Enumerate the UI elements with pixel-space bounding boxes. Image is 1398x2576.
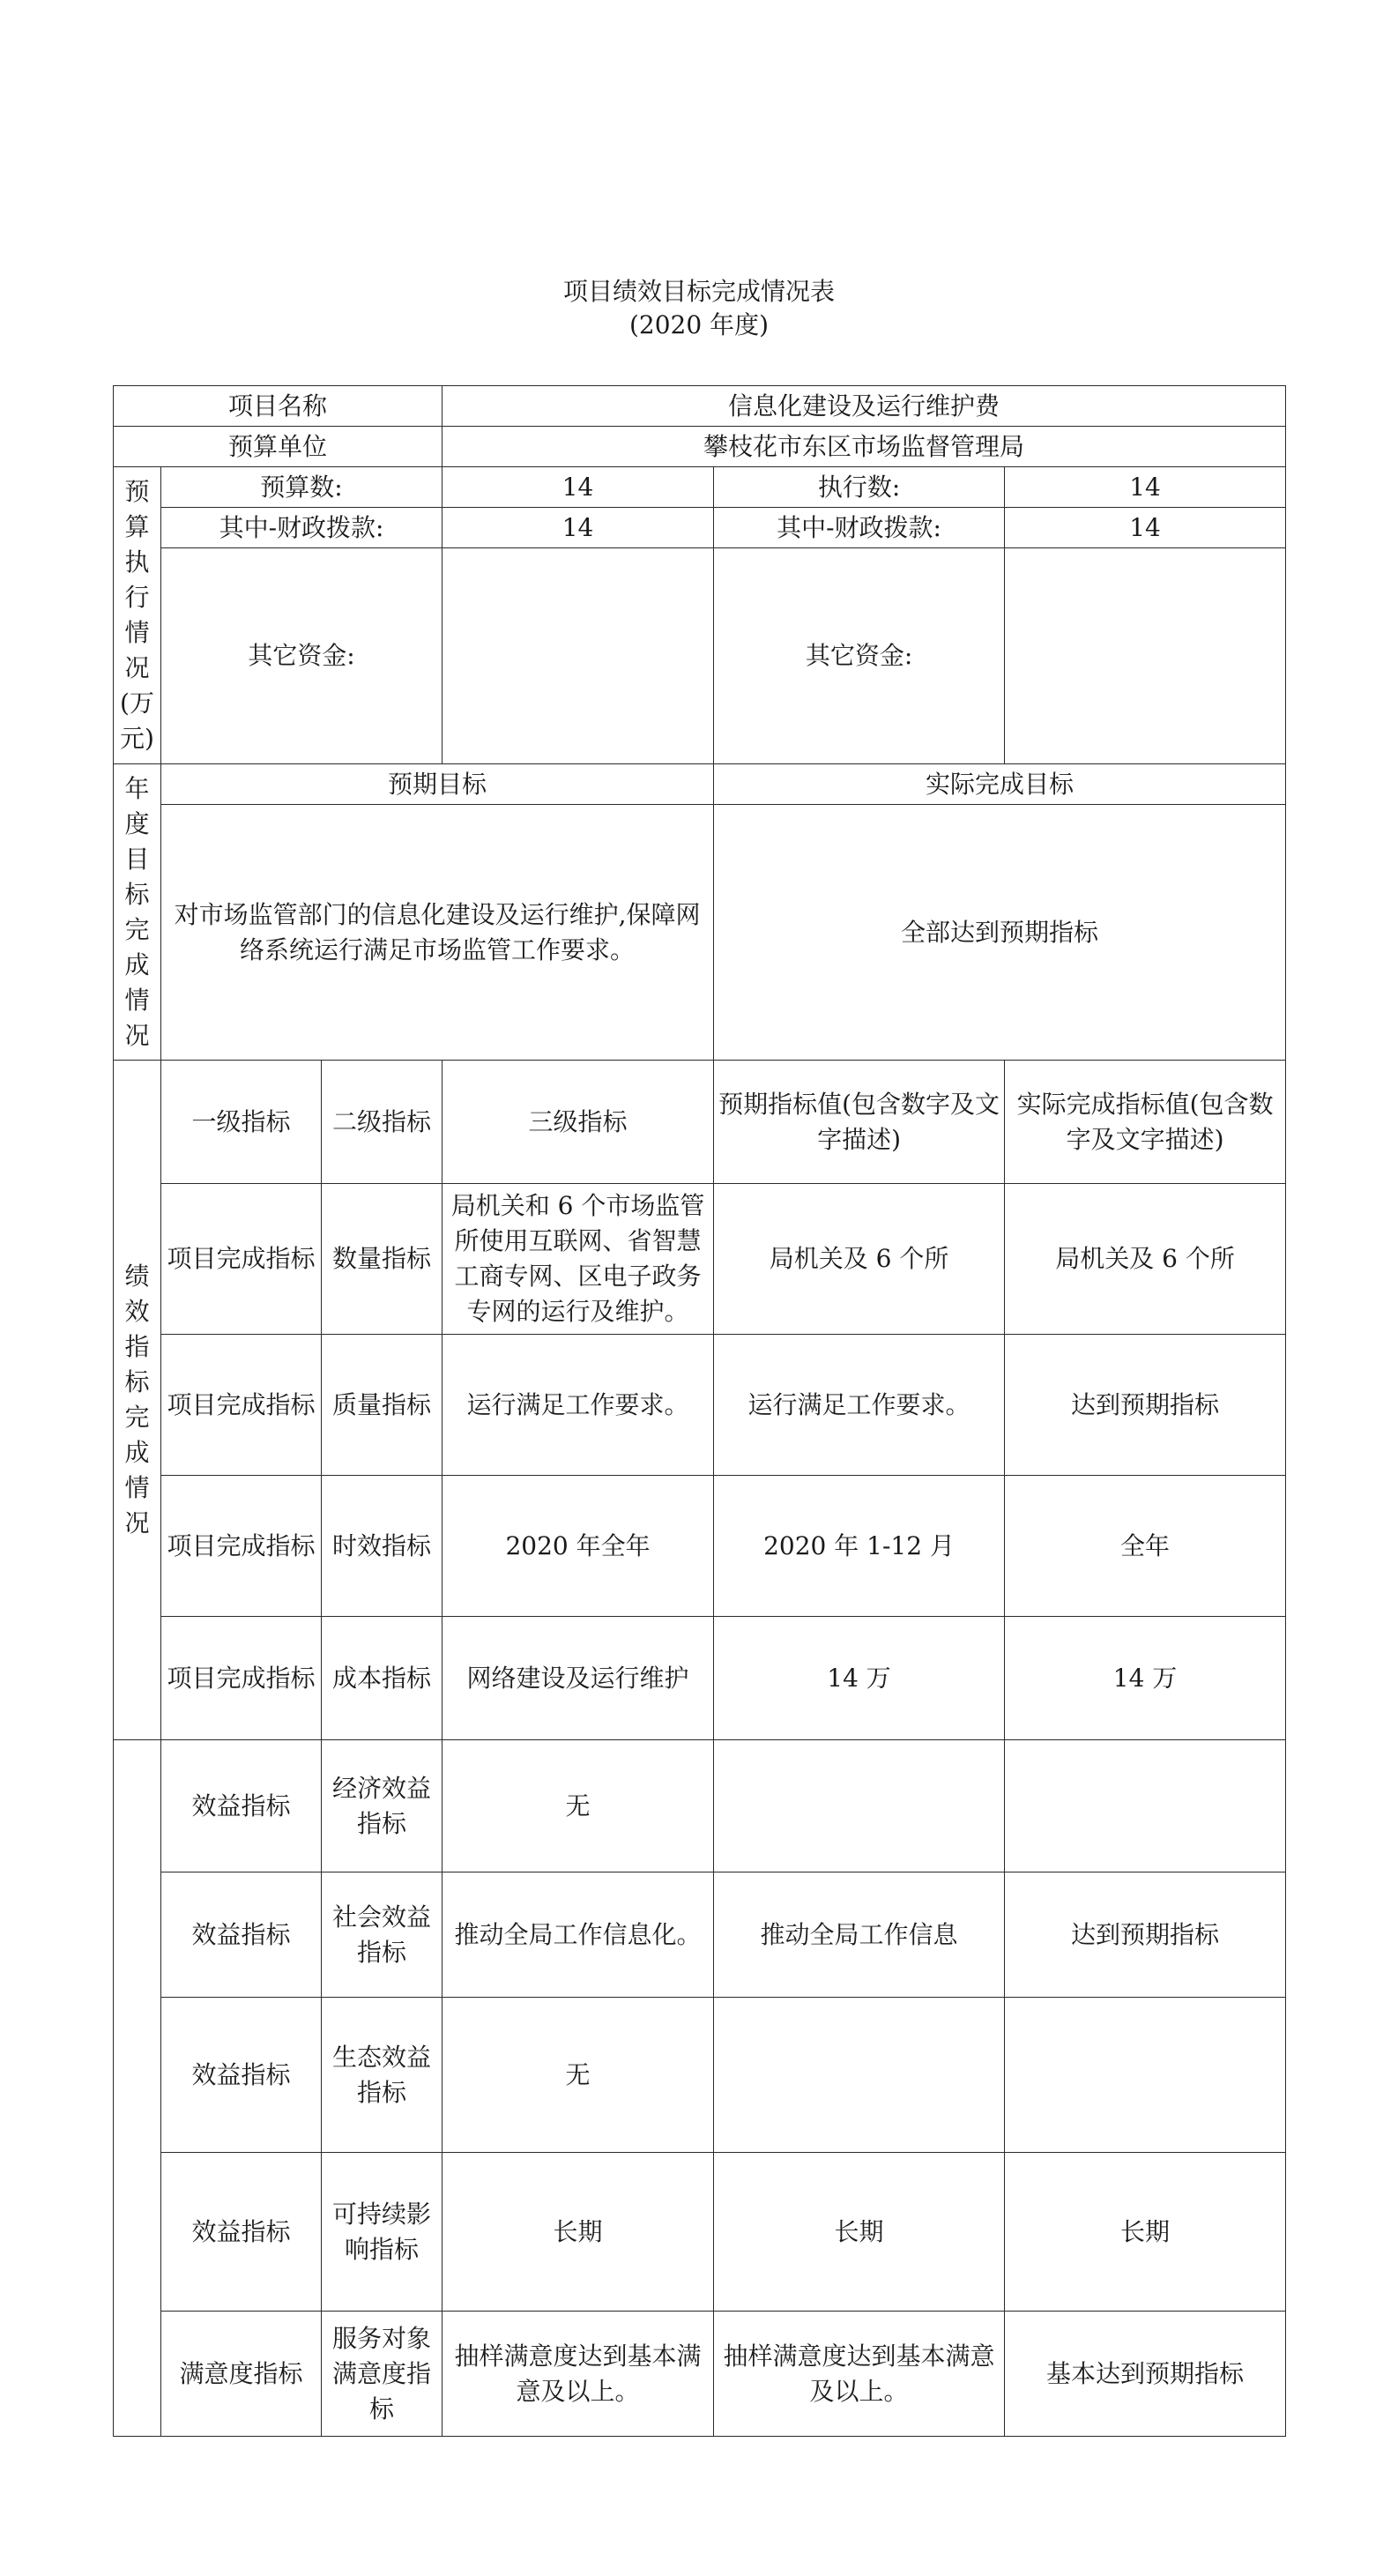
row-level2: 经济效益指标	[322, 1740, 442, 1872]
table-row	[114, 1617, 1286, 1740]
fiscal-label: 其中-财政拨款:	[161, 508, 442, 548]
row-expected: 长期	[714, 2153, 1005, 2312]
section-gap-spacer	[114, 1740, 161, 2437]
row-actual: 达到预期指标	[1005, 1872, 1286, 1998]
other-funds-row	[114, 548, 1286, 764]
row-level3: 运行满足工作要求。	[442, 1335, 714, 1476]
budget-amount-label: 预算数:	[161, 467, 442, 508]
row-level3: 无	[442, 1998, 714, 2153]
row-level2: 质量指标	[322, 1335, 442, 1476]
exec-amount-label: 执行数:	[714, 467, 1005, 508]
project-name-row	[114, 386, 1286, 427]
table-row	[114, 2312, 1286, 2437]
table-row	[114, 1335, 1286, 1476]
table-row	[114, 1476, 1286, 1617]
budget-amount-value: 14	[442, 467, 714, 508]
expected-goal-header: 预期目标	[161, 764, 714, 805]
header-level2: 二级指标	[322, 1061, 442, 1184]
table-row	[114, 1998, 1286, 2153]
row-level3: 推动全局工作信息化。	[442, 1872, 714, 1998]
row-actual: 长期	[1005, 2153, 1286, 2312]
header-level3: 三级指标	[442, 1061, 714, 1184]
table-row	[114, 2153, 1286, 2312]
indicator-header-row	[114, 1061, 1286, 1184]
row-expected: 抽样满意度达到基本满意及以上。	[714, 2312, 1005, 2437]
row-level3: 长期	[442, 2153, 714, 2312]
row-level1: 项目完成指标	[161, 1184, 322, 1335]
row-actual: 全年	[1005, 1476, 1286, 1617]
row-expected: 14 万	[714, 1617, 1005, 1740]
budget-amount-row	[114, 467, 1286, 508]
exec-amount-value: 14	[1005, 467, 1286, 508]
row-level1: 效益指标	[161, 1740, 322, 1872]
header-level1: 一级指标	[161, 1061, 322, 1184]
table-row	[114, 1740, 1286, 1872]
budget-unit-value: 攀枝花市东区市场监督管理局	[442, 427, 1286, 467]
row-expected: 局机关及 6 个所	[714, 1184, 1005, 1335]
table-row	[114, 1872, 1286, 1998]
row-actual: 14 万	[1005, 1617, 1286, 1740]
row-actual: 达到预期指标	[1005, 1335, 1286, 1476]
actual-goal-text: 全部达到预期指标	[714, 805, 1286, 1061]
fiscal-value-exec: 14	[1005, 508, 1286, 548]
budget-unit-label: 预算单位	[114, 427, 442, 467]
row-level2: 生态效益指标	[322, 1998, 442, 2153]
row-level3: 无	[442, 1740, 714, 1872]
row-expected: 运行满足工作要求。	[714, 1335, 1005, 1476]
header-expected-value: 预期指标值(包含数字及文字描述)	[714, 1061, 1005, 1184]
annual-header-row	[114, 764, 1286, 805]
form-year: (2020 年度)	[628, 310, 769, 339]
expected-goal-text: 对市场监管部门的信息化建设及运行维护,保障网络系统运行满足市场监管工作要求。	[161, 805, 714, 1061]
row-level3: 局机关和 6 个市场监管所使用互联网、省智慧工商专网、区电子政务专网的运行及维护。	[442, 1184, 714, 1335]
project-name-value: 信息化建设及运行维护费	[442, 386, 1286, 427]
budget-unit-row	[114, 427, 1286, 467]
fiscal-value: 14	[442, 508, 714, 548]
annual-content-row	[114, 805, 1286, 1061]
row-level1: 项目完成指标	[161, 1617, 322, 1740]
row-level3: 2020 年全年	[442, 1476, 714, 1617]
row-expected	[714, 1740, 1005, 1872]
row-expected	[714, 1998, 1005, 2153]
row-level1: 项目完成指标	[161, 1476, 322, 1617]
row-actual: 局机关及 6 个所	[1005, 1184, 1286, 1335]
row-actual	[1005, 1740, 1286, 1872]
row-level1: 效益指标	[161, 2153, 322, 2312]
row-level1: 项目完成指标	[161, 1335, 322, 1476]
fiscal-label-exec: 其中-财政拨款:	[714, 508, 1005, 548]
row-level2: 成本指标	[322, 1617, 442, 1740]
form-title: 项目绩效目标完成情况表	[562, 277, 835, 306]
other-funds-value	[442, 548, 714, 764]
fiscal-row	[114, 508, 1286, 548]
other-funds-value-exec	[1005, 548, 1286, 764]
row-level1: 满意度指标	[161, 2312, 322, 2437]
form-title-block	[0, 275, 1398, 342]
row-actual	[1005, 1998, 1286, 2153]
row-level3: 网络建设及运行维护	[442, 1617, 714, 1740]
row-level3: 抽样满意度达到基本满意及以上。	[442, 2312, 714, 2437]
row-actual: 基本达到预期指标	[1005, 2312, 1286, 2437]
annual-section-label: 年度目标完成情况	[114, 764, 161, 1061]
indicators-section-label: 绩效指标完成情况	[114, 1061, 161, 1740]
project-name-label: 项目名称	[114, 386, 442, 427]
table-row	[114, 1184, 1286, 1335]
other-funds-label-exec: 其它资金:	[714, 548, 1005, 764]
row-expected: 2020 年 1-12 月	[714, 1476, 1005, 1617]
row-expected: 推动全局工作信息	[714, 1872, 1005, 1998]
budget-section-label: 预算执行情况(万元)	[114, 467, 161, 764]
row-level2: 数量指标	[322, 1184, 442, 1335]
row-level2: 服务对象满意度指标	[322, 2312, 442, 2437]
performance-table	[113, 385, 1286, 2437]
row-level1: 效益指标	[161, 1872, 322, 1998]
row-level2: 社会效益指标	[322, 1872, 442, 1998]
row-level2: 可持续影响指标	[322, 2153, 442, 2312]
row-level1: 效益指标	[161, 1998, 322, 2153]
row-level2: 时效指标	[322, 1476, 442, 1617]
other-funds-label: 其它资金:	[161, 548, 442, 764]
header-actual-value: 实际完成指标值(包含数字及文字描述)	[1005, 1061, 1286, 1184]
actual-goal-header: 实际完成目标	[714, 764, 1286, 805]
